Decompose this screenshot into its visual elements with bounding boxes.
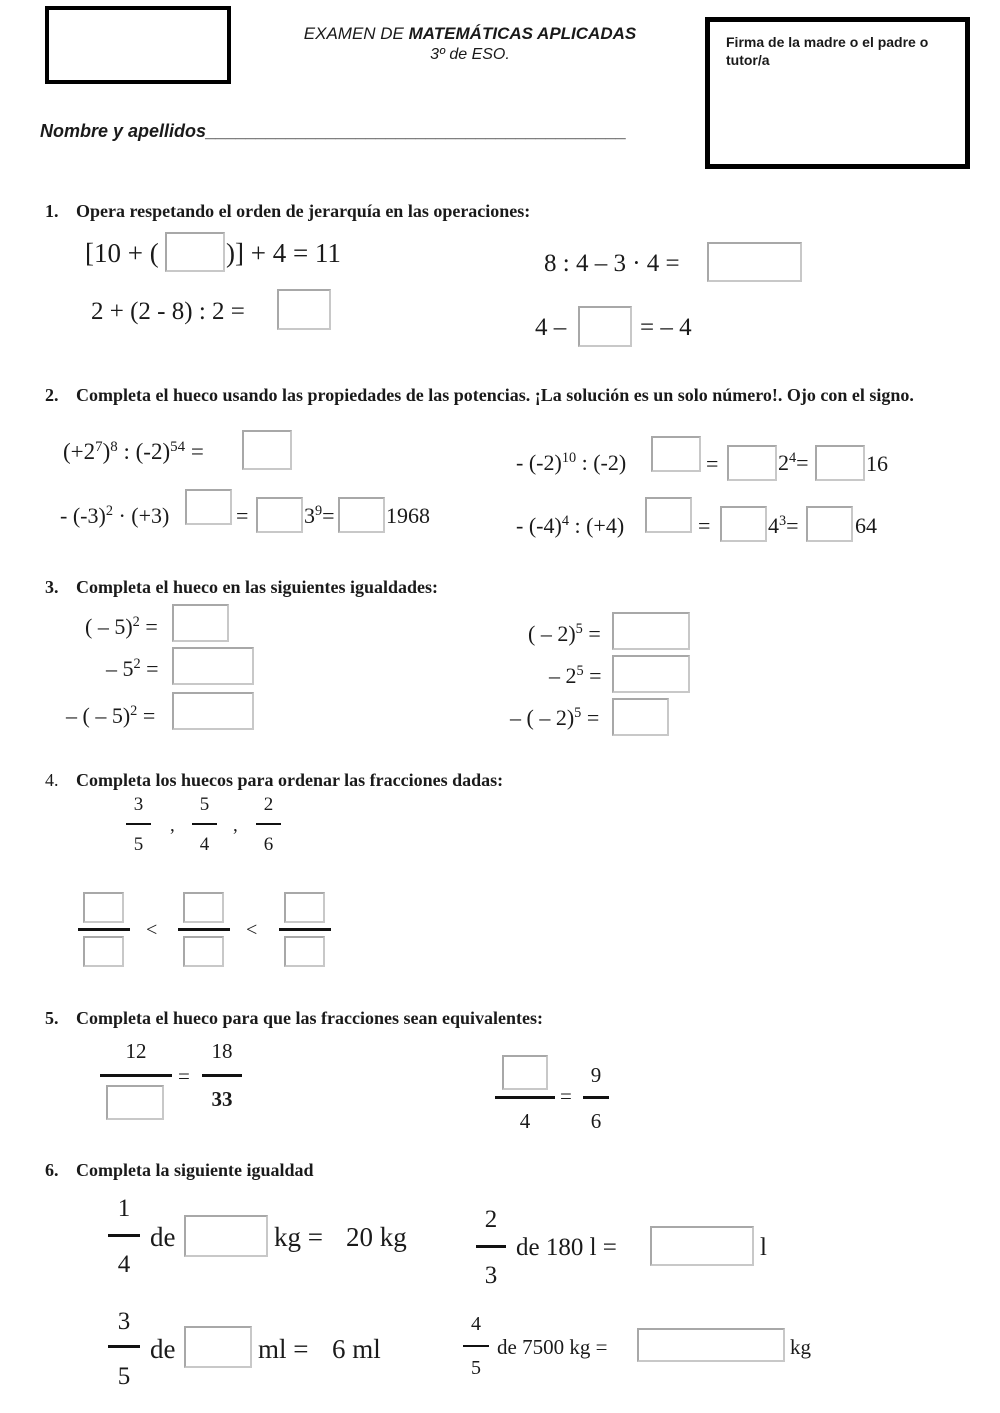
q3-l3-b: =	[137, 703, 156, 728]
q1-text: Opera respetando el orden de jerarquía en las operaciones:	[76, 201, 531, 221]
q3-right-2	[549, 665, 602, 687]
q3-r2-sup: 5	[576, 663, 584, 680]
q4-f1-den: 5	[133, 834, 144, 855]
q5-c-bar	[495, 1096, 555, 1099]
q6-c-den: 5	[117, 1363, 131, 1390]
q1-expr2: 2 + (2 - 8) : 2 =	[91, 298, 245, 325]
q6-a-den: 4	[117, 1251, 131, 1278]
q3-r3-a: – ( – 2)	[510, 705, 575, 730]
q2-e4-eq2: =	[786, 513, 799, 538]
q1-answer-2[interactable]	[277, 289, 331, 330]
q2-e1-b: )	[102, 439, 111, 464]
q4-f2-num: 5	[199, 794, 210, 815]
q4-text: Completa los huecos para ordenar las fracciones dadas:	[76, 770, 504, 790]
q4-order-2-num[interactable]	[183, 892, 224, 923]
q6-c-bar	[108, 1345, 140, 1348]
q2-text: Completa el hueco usando las propiedades de las potencias. ¡La solución es un solo número!. Ojo con el signo.	[76, 385, 914, 405]
q3-l1-sup: 2	[132, 614, 140, 631]
q2-e2-eq: =	[706, 451, 719, 476]
q6-c-num: 3	[117, 1308, 131, 1335]
q2-e4-base: 4	[768, 513, 779, 538]
q2-e3-b: · (+3)	[112, 503, 170, 528]
q5-d-num: 9	[590, 1063, 602, 1087]
q2-e2-sup2: 4	[789, 450, 797, 467]
q5-b-num: 18	[211, 1039, 233, 1063]
q2-e4-sup2: 3	[779, 513, 787, 530]
q2-expr1	[63, 440, 204, 463]
q6-b-bar	[476, 1245, 506, 1248]
q3-l1-b: =	[139, 614, 158, 639]
q3-left-1	[85, 616, 158, 638]
q3-left-3	[66, 705, 155, 727]
q6-d-den: 5	[471, 1357, 481, 1379]
q1-expr4-b: = – 4	[640, 314, 692, 341]
q3-answer-l3[interactable]	[172, 692, 254, 730]
signature-box[interactable]	[705, 17, 970, 169]
exam-title-prefix: EXAMEN DE	[303, 24, 409, 43]
q6-answer-d[interactable]	[637, 1328, 785, 1362]
q2-answer-4c[interactable]	[806, 506, 853, 542]
q4-f3-den: 6	[263, 834, 274, 855]
q3-text: Completa el hueco en las siguientes igualdades:	[76, 577, 439, 597]
q1-expr4-a: 4 –	[535, 314, 567, 341]
q6-d-unit: kg	[790, 1335, 811, 1359]
q2-e2-base: 2	[778, 450, 789, 475]
q2-e1-sup2: 8	[110, 438, 118, 455]
q3-l3-sup: 2	[130, 703, 138, 720]
q2-expr4	[516, 515, 624, 537]
q4-lt-2: <	[246, 919, 258, 941]
q4-order-2-den[interactable]	[183, 936, 224, 967]
grade-box	[45, 6, 231, 84]
q6-a-unit: kg =	[274, 1222, 323, 1252]
q5-b-den: 33	[211, 1087, 233, 1111]
q1-answer-4[interactable]	[578, 306, 632, 347]
q6-c-de: de	[150, 1334, 176, 1364]
q6-a-bar	[108, 1234, 140, 1237]
q3-right-3	[510, 707, 599, 729]
q2-e4-pow	[768, 515, 799, 537]
q1-expr1-b: )] + 4 = 11	[226, 238, 341, 268]
q6-c-unit: ml =	[258, 1334, 309, 1364]
q5-c-den: 4	[519, 1109, 531, 1133]
q5-text: Completa el hueco para que las fracciones sean equivalentes:	[76, 1008, 543, 1028]
q2-e2-eq2: =	[796, 450, 809, 475]
q4-order-1-bar	[78, 928, 130, 931]
q5-answer-a-den[interactable]	[106, 1085, 164, 1120]
q3-l2-sup: 2	[133, 656, 141, 673]
q3-answer-r1[interactable]	[612, 612, 690, 650]
q3-answer-l1[interactable]	[172, 604, 229, 642]
name-line: __________________________________________	[206, 121, 627, 141]
q4-order-3-bar	[279, 928, 331, 931]
q4-comma-2: ,	[233, 815, 238, 836]
q6-answer-b[interactable]	[650, 1226, 754, 1266]
q5-b-bar	[202, 1074, 242, 1077]
signature-label: Firma de la madre o el padre o tutor/a	[726, 34, 929, 68]
q3-l2-a: – 5	[106, 656, 134, 681]
q2-e3-end: 1968	[386, 503, 430, 528]
q6-d-bar	[463, 1345, 489, 1347]
name-field[interactable]	[40, 121, 627, 142]
q5-d-den: 6	[590, 1109, 602, 1133]
q5-answer-c-num[interactable]	[502, 1055, 548, 1090]
q2-e3-sup2: 9	[315, 503, 323, 520]
q2-e1-sup3: 54	[170, 438, 186, 455]
q3-l2-b: =	[140, 656, 159, 681]
q2-e1-d: =	[185, 439, 204, 464]
q6-b-den: 3	[484, 1262, 498, 1289]
q6-answer-a[interactable]	[184, 1215, 268, 1257]
q2-e4-a: - (-4)	[516, 513, 562, 538]
q3-answer-r3[interactable]	[612, 698, 669, 736]
q2-e4-b: : (+4)	[568, 513, 625, 538]
q3-l3-a: – ( – 5)	[66, 703, 131, 728]
q2-answer-4b[interactable]	[720, 506, 767, 542]
q2-e3-eq: =	[236, 503, 249, 528]
q1-answer-3[interactable]	[707, 242, 802, 282]
q1-expr3: 8 : 4 – 3 · 4 =	[544, 250, 680, 277]
q2-answer-3a[interactable]	[185, 489, 232, 525]
q5-a-num: 12	[125, 1039, 147, 1063]
q3-r2-b: =	[583, 663, 602, 688]
q4-f2-den: 4	[199, 834, 210, 855]
exam-title-subject: MATEMÁTICAS APLICADAS	[408, 24, 637, 43]
exam-title	[230, 24, 710, 44]
q5-eq-1: =	[178, 1064, 190, 1088]
q6-text: Completa la siguiente igualdad	[76, 1160, 314, 1180]
q3-left-2	[106, 658, 159, 680]
q6-number: 6.	[45, 1160, 59, 1180]
q2-e3-sup1: 2	[105, 503, 113, 520]
q2-expr2	[516, 452, 626, 474]
q6-d-text: de 7500 kg =	[497, 1335, 608, 1359]
q2-answer-2c[interactable]	[815, 445, 865, 481]
q2-e1-c: : (-2)	[117, 439, 171, 464]
q6-b-text: de 180 l =	[516, 1234, 617, 1261]
q3-r1-b: =	[582, 621, 601, 646]
q2-number: 2.	[45, 385, 59, 405]
q4-order-1-den[interactable]	[83, 936, 124, 967]
q4-order-2-bar	[178, 928, 230, 931]
q2-answer-1[interactable]	[242, 430, 292, 470]
q2-e2-end: 16	[866, 451, 888, 476]
q3-r3-sup: 5	[574, 705, 582, 722]
q4-order-3-den[interactable]	[284, 936, 325, 967]
q2-e3-a: - (-3)	[60, 503, 106, 528]
q6-c-result: 6 ml	[332, 1334, 381, 1364]
q2-e3-pow	[304, 505, 335, 527]
q5-number: 5.	[45, 1008, 59, 1028]
q1-number: 1.	[45, 201, 59, 221]
q6-d-num: 4	[471, 1313, 481, 1335]
q4-lt-1: <	[146, 919, 158, 941]
q6-a-de: de	[150, 1222, 176, 1252]
q2-e2-b: : (-2)	[576, 450, 627, 475]
q1-expr1-a: [10 + (	[85, 238, 159, 268]
q4-f3-num: 2	[263, 794, 274, 815]
q2-e4-end: 64	[855, 513, 877, 538]
q6-a-num: 1	[117, 1195, 131, 1222]
q4-comma-1: ,	[170, 815, 175, 836]
q2-e1-a: (+2	[63, 439, 96, 464]
q3-answer-r2[interactable]	[612, 655, 690, 693]
q2-answer-3b[interactable]	[256, 497, 303, 533]
q5-eq-2: =	[560, 1084, 572, 1108]
name-label: Nombre y apellidos	[40, 121, 207, 141]
q2-e4-sup1: 4	[561, 513, 569, 530]
q2-e2-a: - (-2)	[516, 450, 562, 475]
q3-r2-a: – 2	[549, 663, 577, 688]
q4-f2-bar	[192, 823, 217, 825]
q1-answer-1[interactable]	[165, 232, 225, 272]
q6-a-result: 20 kg	[346, 1222, 407, 1252]
q2-answer-2b[interactable]	[727, 445, 777, 481]
q5-d-bar	[583, 1096, 609, 1099]
q3-right-1	[528, 623, 601, 645]
q2-answer-4a[interactable]	[645, 497, 692, 533]
q3-l1-a: ( – 5)	[85, 614, 133, 639]
q3-r1-a: ( – 2)	[528, 621, 576, 646]
q6-answer-c[interactable]	[184, 1326, 252, 1368]
q2-e3-base: 3	[304, 503, 315, 528]
q4-order-1-num[interactable]	[83, 892, 124, 923]
q5-a-bar	[100, 1074, 172, 1077]
q3-r1-sup: 5	[575, 621, 583, 638]
q4-f1-num: 3	[133, 794, 144, 815]
q3-number: 3.	[45, 577, 59, 597]
q2-expr3	[60, 505, 169, 527]
exam-subtitle: 3º de ESO.	[430, 46, 510, 63]
q4-f1-bar	[126, 823, 151, 825]
q2-e2-sup1: 10	[561, 450, 577, 467]
q2-e3-eq2: =	[322, 503, 335, 528]
q2-e2-pow	[778, 452, 809, 474]
q2-e1-sup1: 7	[95, 438, 103, 455]
q3-answer-l2[interactable]	[172, 647, 254, 685]
q6-b-num: 2	[484, 1206, 498, 1233]
q2-answer-3c[interactable]	[338, 497, 385, 533]
q2-e4-eq: =	[698, 513, 711, 538]
q4-number: 4.	[45, 770, 59, 790]
q4-f3-bar	[256, 823, 281, 825]
q6-b-unit: l	[760, 1234, 767, 1261]
q3-r3-b: =	[581, 705, 600, 730]
q4-order-3-num[interactable]	[284, 892, 325, 923]
q2-answer-2a[interactable]	[651, 436, 701, 472]
